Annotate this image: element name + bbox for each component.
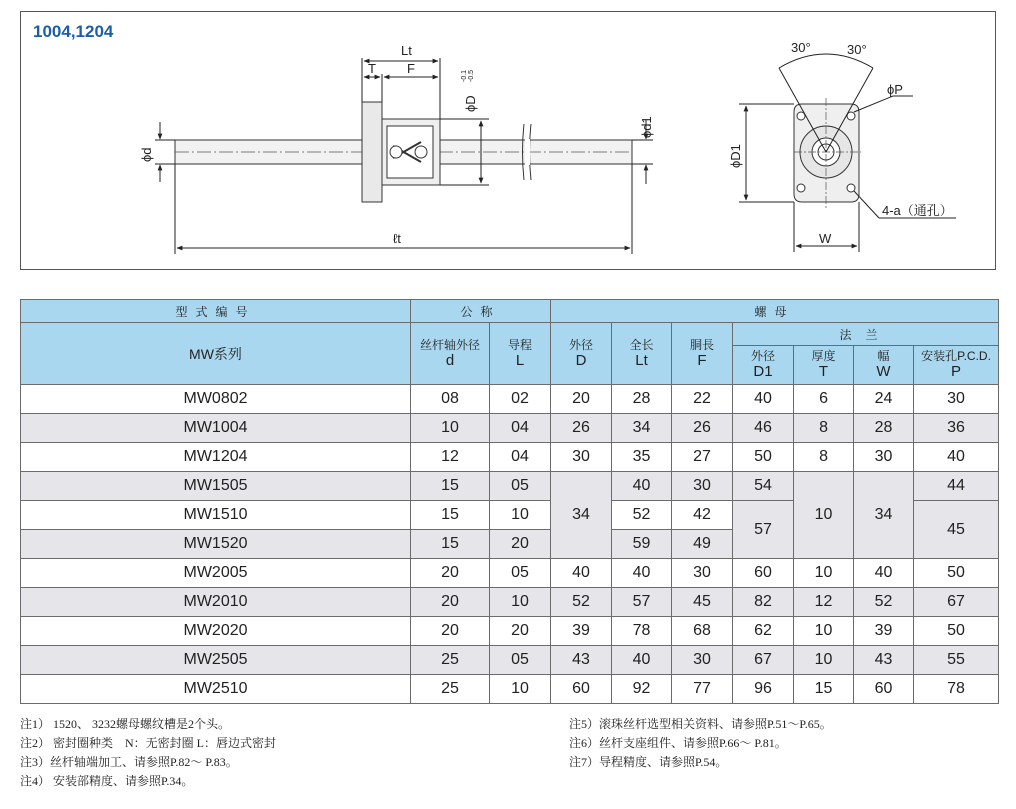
cell-lt: 40: [612, 472, 672, 501]
cell-w: 43: [854, 646, 914, 675]
cell-f: 30: [672, 559, 733, 588]
col-L: 导程 L: [490, 323, 551, 385]
spec-table: [20, 299, 999, 704]
cell-t-merged: 10: [794, 472, 854, 559]
cell-d1: 50: [733, 443, 794, 472]
cell-d: 15: [411, 501, 490, 530]
header-series: MW系列: [21, 323, 411, 385]
cell-model: MW1505: [21, 472, 411, 501]
cell-t: 10: [794, 617, 854, 646]
cell-t: 8: [794, 414, 854, 443]
cell-l: 20: [490, 617, 551, 646]
col-D: 外径 D: [551, 323, 612, 385]
cell-d: 52: [551, 588, 612, 617]
note-4: 注4） 安装部精度、请参照P.34。: [20, 774, 194, 788]
cell-model: MW2010: [21, 588, 411, 617]
cell-p-merged: 45: [914, 501, 999, 559]
cell-lt: 78: [612, 617, 672, 646]
note-1: 注1） 1520、 3232螺母螺纹槽是2个头。: [20, 717, 231, 731]
cell-d1: 96: [733, 675, 794, 704]
label-angle1: 30°: [791, 40, 811, 55]
cell-lt: 34: [612, 414, 672, 443]
cell-p: 50: [914, 617, 999, 646]
cell-w: 30: [854, 443, 914, 472]
cell-f: 27: [672, 443, 733, 472]
cell-t: 10: [794, 646, 854, 675]
cell-p: 30: [914, 385, 999, 414]
cell-w: 24: [854, 385, 914, 414]
cell-model: MW1520: [21, 530, 411, 559]
cell-d: 43: [551, 646, 612, 675]
cell-l: 05: [490, 646, 551, 675]
cell-d1: 82: [733, 588, 794, 617]
cell-lt: 59: [612, 530, 672, 559]
cell-d: 20: [411, 588, 490, 617]
col-Lt: 全长 Lt: [612, 323, 672, 385]
drawing-panel: [20, 11, 996, 270]
header-model: 型式编号: [21, 300, 411, 323]
header-flange: 法兰: [733, 323, 999, 346]
cell-d1: 54: [733, 472, 794, 501]
cell-l: 10: [490, 675, 551, 704]
cell-lt: 52: [612, 501, 672, 530]
cell-l: 04: [490, 443, 551, 472]
cell-w: 60: [854, 675, 914, 704]
cell-lt: 35: [612, 443, 672, 472]
note-7: 注7）导程精度、请参照P.54。: [569, 755, 728, 769]
cell-t: 6: [794, 385, 854, 414]
table-row: [21, 385, 999, 414]
cell-l: 02: [490, 385, 551, 414]
label-phiD1: ϕD1: [728, 144, 743, 168]
col-F: 胴長 F: [672, 323, 733, 385]
label-T: T: [368, 61, 376, 76]
col-W: 幅 W: [854, 346, 914, 385]
label-angle2: 30°: [847, 42, 867, 57]
note-6: 注6）丝杆支座组件、请参照P.66～ P.81。: [569, 736, 787, 750]
cell-d: 20: [411, 559, 490, 588]
cell-lt: 40: [612, 646, 672, 675]
cell-lt: 40: [612, 559, 672, 588]
label-Lt: Lt: [401, 43, 412, 58]
cell-w: 28: [854, 414, 914, 443]
cell-lt: 92: [612, 675, 672, 704]
label-W: W: [819, 231, 832, 246]
cell-d: 39: [551, 617, 612, 646]
dim-phiD1: [739, 104, 794, 202]
cell-l: 04: [490, 414, 551, 443]
cell-l: 05: [490, 472, 551, 501]
cell-w: 52: [854, 588, 914, 617]
cell-p: 50: [914, 559, 999, 588]
header-row-1: [21, 300, 999, 323]
cell-t: 10: [794, 559, 854, 588]
label-tol-lower: -0.5: [468, 69, 475, 82]
cell-d1: 67: [733, 646, 794, 675]
cell-model: MW2510: [21, 675, 411, 704]
nut-flange: [362, 102, 440, 202]
ball-screw-drawing: [21, 12, 997, 271]
col-d: 丝杆轴外径 d: [411, 323, 490, 385]
cell-p: 36: [914, 414, 999, 443]
cell-d: 25: [411, 646, 490, 675]
header-nominal: 公称: [411, 300, 551, 323]
note-3: 注3）丝杆轴端加工、请参照P.82～ P.83。: [20, 755, 238, 769]
cell-d: 26: [551, 414, 612, 443]
header-row-2: [21, 323, 999, 346]
cell-d-merged: 34: [551, 472, 612, 559]
cell-w: 40: [854, 559, 914, 588]
cell-l: 10: [490, 501, 551, 530]
cell-f: 42: [672, 501, 733, 530]
cell-l: 20: [490, 530, 551, 559]
label-F: F: [407, 61, 415, 76]
cell-model: MW0802: [21, 385, 411, 414]
cell-model: MW1204: [21, 443, 411, 472]
label-phid: ϕd: [139, 147, 154, 162]
cell-f: 30: [672, 472, 733, 501]
cell-f: 22: [672, 385, 733, 414]
cell-p: 44: [914, 472, 999, 501]
cell-w: 39: [854, 617, 914, 646]
cell-f: 68: [672, 617, 733, 646]
cell-p: 40: [914, 443, 999, 472]
label-lt: ℓt: [393, 231, 401, 246]
cell-p: 55: [914, 646, 999, 675]
cell-t: 15: [794, 675, 854, 704]
table-row: [21, 646, 999, 675]
label-phiD: ϕD: [463, 95, 478, 112]
cell-model: MW2505: [21, 646, 411, 675]
notes-right: [569, 715, 832, 772]
table-row: [21, 675, 999, 704]
cell-f: 77: [672, 675, 733, 704]
table-row: [21, 617, 999, 646]
label-hole: 4-a（通孔）: [882, 203, 953, 218]
cell-t: 8: [794, 443, 854, 472]
cell-d: 60: [551, 675, 612, 704]
cell-d: 12: [411, 443, 490, 472]
drawing-title: 1004,1204: [33, 22, 114, 41]
cell-lt: 28: [612, 385, 672, 414]
cell-l: 05: [490, 559, 551, 588]
cell-model: MW2020: [21, 617, 411, 646]
col-D1: 外径 D1: [733, 346, 794, 385]
table-body: [21, 385, 999, 704]
cell-t: 12: [794, 588, 854, 617]
note-5: 注5）滚珠丝杆选型相关资料、请参照P.51～P.65。: [569, 717, 832, 731]
cell-model: MW1510: [21, 501, 411, 530]
dim-phid: [155, 122, 175, 182]
table-row: [21, 559, 999, 588]
cell-lt: 57: [612, 588, 672, 617]
cell-d: 20: [411, 617, 490, 646]
cell-w-merged: 34: [854, 472, 914, 559]
cell-d: 15: [411, 530, 490, 559]
notes-left: [20, 715, 276, 791]
table-row: [21, 443, 999, 472]
cell-d1: 40: [733, 385, 794, 414]
cell-d1: 46: [733, 414, 794, 443]
cell-d: 25: [411, 675, 490, 704]
cell-d1: 60: [733, 559, 794, 588]
cell-d: 40: [551, 559, 612, 588]
flange-end-view: [794, 98, 861, 208]
label-tol-upper: -0.1: [461, 69, 468, 82]
cell-d: 15: [411, 472, 490, 501]
label-phid1: ϕd1: [639, 116, 654, 138]
header-nut: 螺母: [551, 300, 999, 323]
cell-f: 49: [672, 530, 733, 559]
label-phiP: ϕP: [887, 82, 903, 97]
cell-model: MW2005: [21, 559, 411, 588]
cell-f: 45: [672, 588, 733, 617]
cell-p: 67: [914, 588, 999, 617]
cell-d1-merged: 57: [733, 501, 794, 559]
cell-p: 78: [914, 675, 999, 704]
col-P: 安装孔P.C.D. P: [914, 346, 999, 385]
cell-d: 08: [411, 385, 490, 414]
cell-model: MW1004: [21, 414, 411, 443]
note-2: 注2） 密封圈种类 N：无密封圈 L：唇边式密封: [20, 736, 276, 750]
cell-d1: 62: [733, 617, 794, 646]
cell-d: 10: [411, 414, 490, 443]
col-T: 厚度 T: [794, 346, 854, 385]
cell-d: 20: [551, 385, 612, 414]
table-row: [21, 588, 999, 617]
cell-l: 10: [490, 588, 551, 617]
cell-f: 30: [672, 646, 733, 675]
table-row: [21, 472, 999, 501]
table-row: [21, 414, 999, 443]
cell-f: 26: [672, 414, 733, 443]
leader-phiP: [854, 96, 913, 112]
cell-d: 30: [551, 443, 612, 472]
